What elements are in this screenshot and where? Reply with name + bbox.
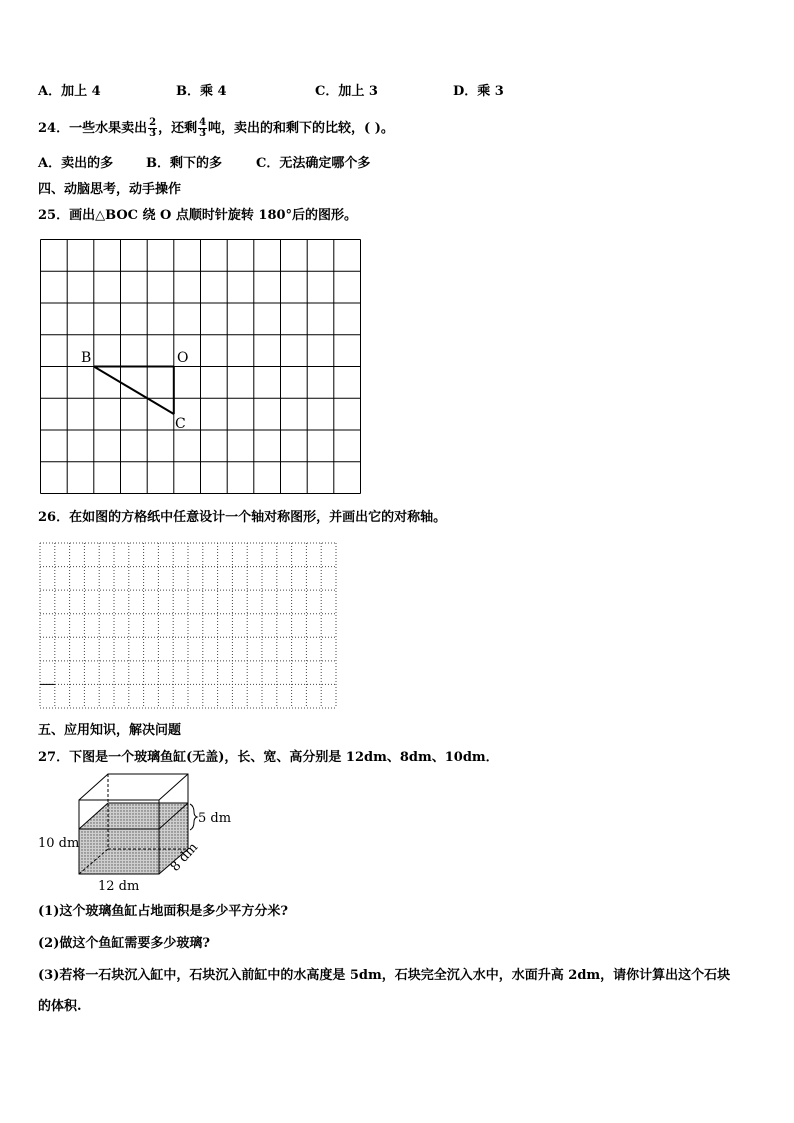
q27-sub3-line1: (3)若将一石块沉入缸中，石块沉入前缸中的水高度是 5dm，石块完全沉入水中，水面升高 2dm，请你计算出这个石块	[38, 968, 731, 983]
frac1-denominator: 3	[149, 128, 157, 139]
label-o: O	[177, 350, 189, 366]
option-d: D．乘 3	[453, 84, 504, 99]
rotation-grid	[0, 234, 794, 524]
water-brace	[190, 804, 197, 830]
question-24	[38, 118, 394, 140]
label-height: 10 dm	[38, 836, 80, 851]
fraction-two-thirds	[148, 118, 157, 139]
triangle-boc	[94, 367, 174, 415]
water-front	[79, 829, 159, 874]
option-a: A．加上 4	[38, 84, 101, 99]
option-c: C．加上 3	[315, 84, 378, 99]
fraction-four-thirds	[198, 118, 207, 139]
question-26: 26．在如图的方格纸中任意设计一个轴对称图形，并画出它的对称轴。	[38, 510, 447, 525]
section-5-heading: 五、应用知识，解决问题	[38, 723, 182, 738]
q24-suffix: 吨，卖出的和剩下的比较，( )。	[208, 121, 394, 136]
q24-prefix: 24．一些水果卖出	[38, 121, 148, 136]
frac2-denominator: 3	[199, 128, 207, 139]
option-b: B．乘 4	[176, 84, 227, 99]
label-b: B	[81, 350, 92, 366]
q24-option-b: B．剩下的多	[146, 156, 222, 171]
label-width: 8 dm	[167, 840, 202, 875]
q27-sub2: (2)做这个鱼缸需要多少玻璃?	[38, 936, 210, 951]
question-27: 27．下图是一个玻璃鱼缸(无盖)，长、宽、高分别是 12dm、8dm、10dm．	[38, 750, 499, 765]
question-25: 25．画出△BOC 绕 O 点顺时针旋转 180°后的图形。	[38, 208, 358, 223]
label-water-height: 5 dm	[198, 811, 232, 826]
grid-lines	[41, 240, 361, 494]
fish-tank-diagram	[30, 768, 290, 898]
q27-sub1: (1)这个玻璃鱼缸占地面积是多少平方分米?	[38, 904, 288, 919]
dotted-grid	[0, 538, 794, 718]
label-length: 12 dm	[98, 879, 140, 894]
label-c: C	[175, 416, 186, 432]
q24-middle: ，还剩	[158, 121, 198, 136]
frac2-numerator: 4	[199, 117, 207, 128]
q24-option-c: C．无法确定哪个多	[256, 156, 371, 171]
q27-sub3-line2: 的体积.	[38, 999, 82, 1014]
section-4-heading: 四、动脑思考，动手操作	[38, 182, 182, 197]
frac1-numerator: 2	[149, 117, 157, 128]
q24-option-a: A．卖出的多	[38, 156, 114, 171]
